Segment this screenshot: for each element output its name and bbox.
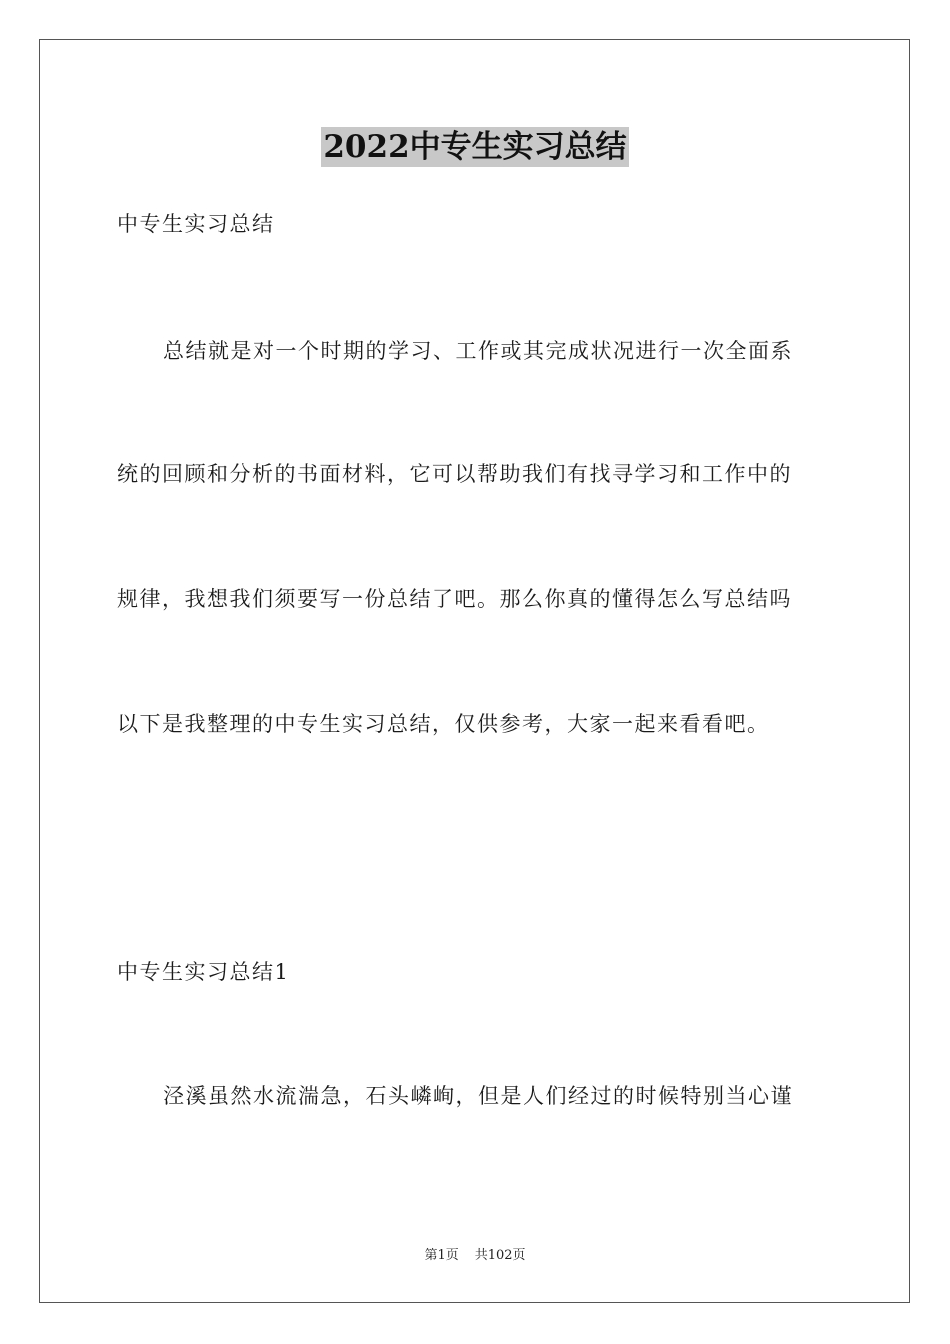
paragraph-line: 统的回顾和分析的书面材料，它可以帮助我们有找寻学习和工作中的 <box>117 462 792 486</box>
paragraph-line: 规律，我想我们须要写一份总结了吧。那么你真的懂得怎么写总结吗 <box>117 587 792 611</box>
section-heading: 中专生实习总结 <box>117 212 275 236</box>
page-footer <box>0 1247 950 1265</box>
title-container <box>0 127 950 167</box>
paragraph-line: 总结就是对一个时期的学习、工作或其完成状况进行一次全面系 <box>163 339 793 363</box>
paragraph-line: 以下是我整理的中专生实习总结，仅供参考，大家一起来看看吧。 <box>117 712 770 736</box>
page-number: 第1页 <box>424 1248 459 1263</box>
section-heading: 中专生实习总结1 <box>117 960 290 984</box>
paragraph-line: 泾溪虽然水流湍急，石头嶙峋，但是人们经过的时候特别当心谨 <box>163 1084 793 1108</box>
document-title: 2022中专生实习总结 <box>323 129 627 165</box>
page-total: 共102页 <box>474 1248 526 1263</box>
